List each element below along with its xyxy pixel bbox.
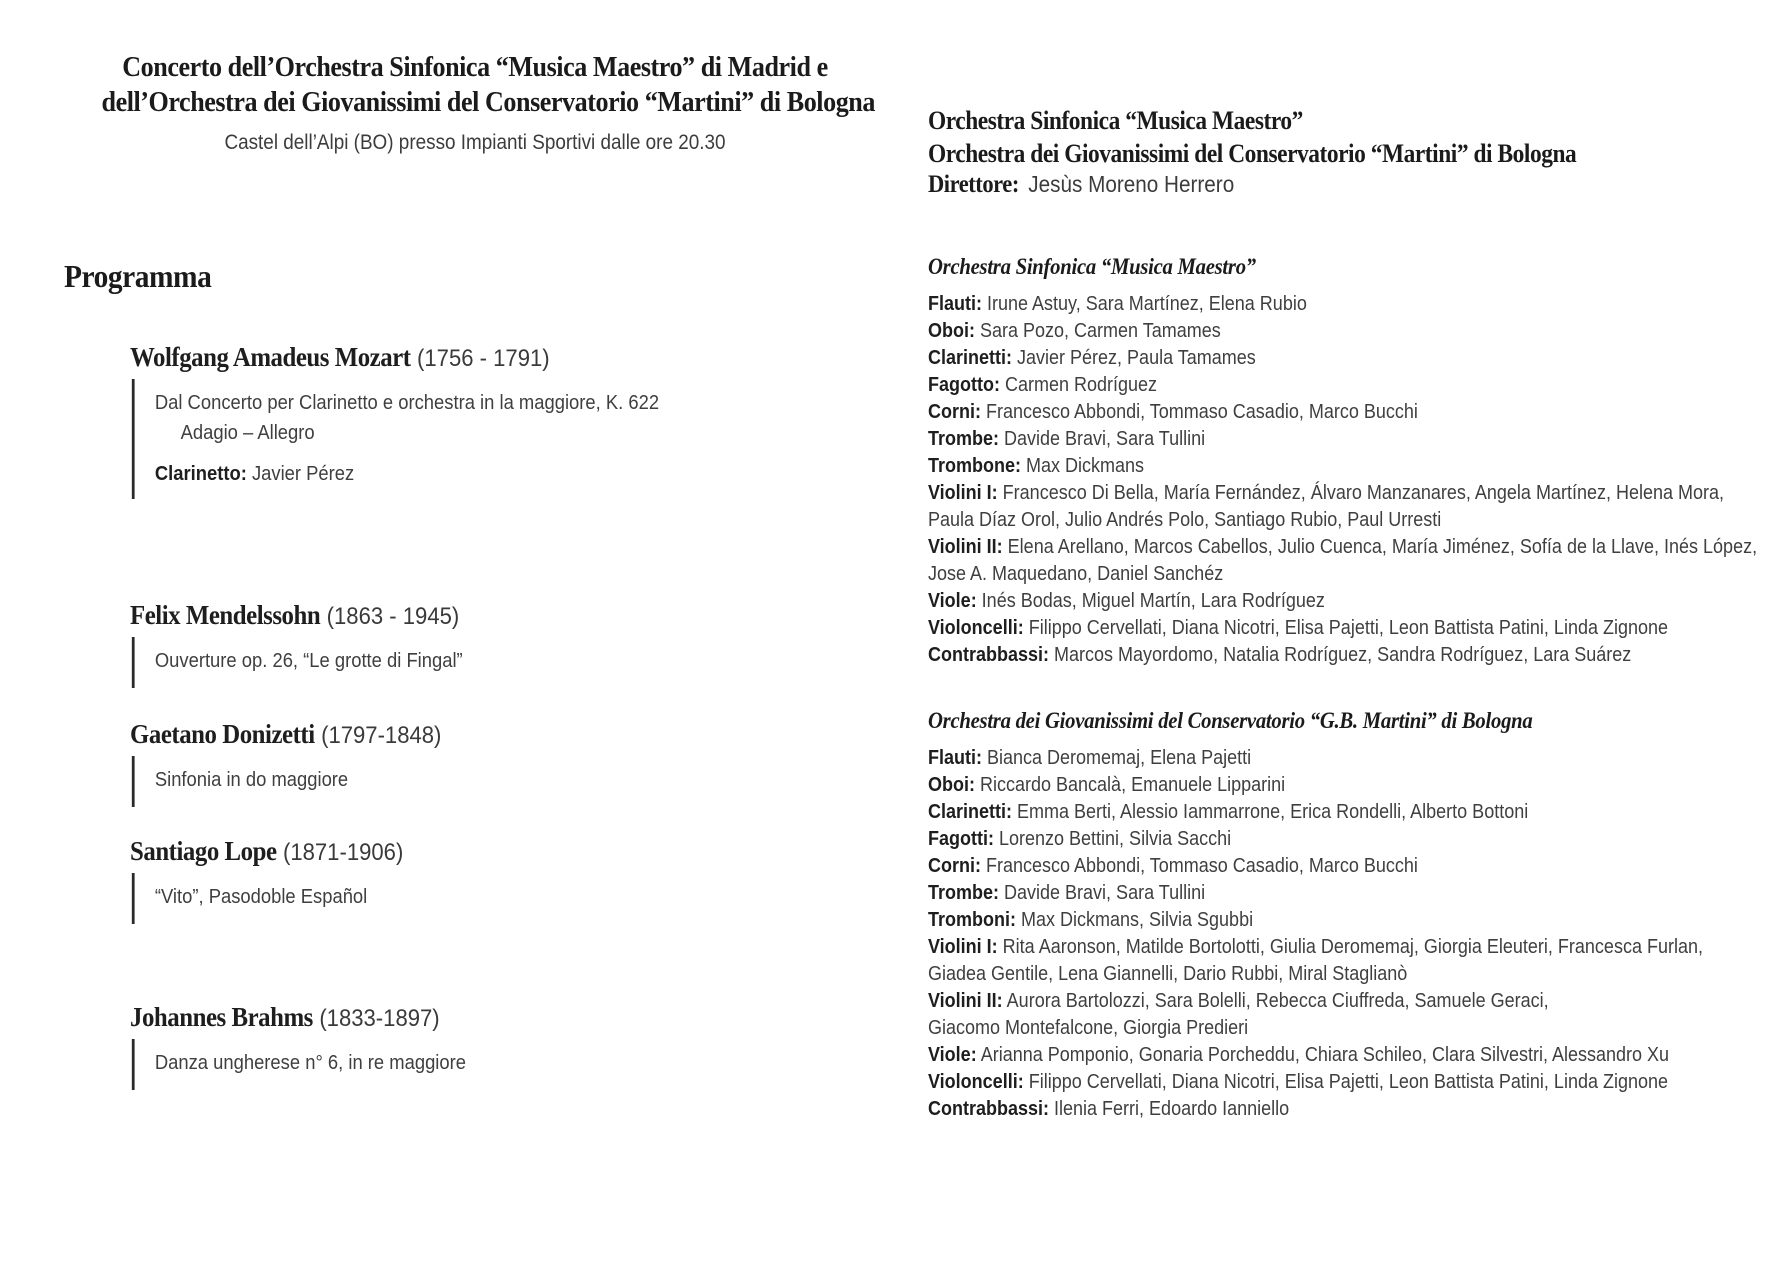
roster-row-label: Violini I:: [928, 482, 998, 504]
piece-line: Ouverture op. 26, “Le grotte di Fingal”: [154, 650, 463, 672]
roster-line: Trombone: Max Dickmans: [928, 455, 1145, 477]
roster-row: [928, 318, 1738, 345]
roster-row: [928, 534, 1758, 588]
programme-entry-body: [132, 637, 737, 688]
roster-row-label: Violini I:: [928, 936, 998, 958]
roster-line-continuation: Paula Díaz Orol, Julio Andrés Polo, Santiago Rubio, Paul Urresti: [928, 509, 1442, 531]
programme-entry: [130, 600, 737, 688]
roster-row: [928, 772, 1738, 799]
roster-line: Corni: Francesco Abbondi, Tommaso Casadio, Marco Bucchi: [928, 855, 1418, 877]
programme-entry: [130, 1002, 737, 1090]
roster-line: Violoncelli: Filippo Cervellati, Diana Nicotri, Elisa Pajetti, Leon Battista Patini, Linda Zignone: [928, 1071, 1669, 1093]
soloist-line: Clarinetto: Javier Pérez: [154, 463, 355, 485]
page-title-line2: dell’Orchestra dei Giovanissimi del Conservatorio “Martini” di Bologna: [101, 86, 875, 118]
composer-name: Johannes Brahms: [130, 1002, 313, 1032]
composer-dates: (1833-1897): [319, 1005, 440, 1032]
programme-entry-head: [130, 836, 737, 867]
roster-line: Violoncelli: Filippo Cervellati, Diana Nicotri, Elisa Pajetti, Leon Battista Patini, Linda Zignone: [928, 617, 1669, 639]
roster-row-label: Clarinetti:: [928, 347, 1013, 369]
roster-row-label: Violini II:: [928, 536, 1003, 558]
roster-row-label: Viole:: [928, 1044, 977, 1066]
roster-heading: Orchestra Sinfonica “Musica Maestro”: [928, 254, 1256, 279]
roster-line: Fagotto: Carmen Rodríguez: [928, 374, 1158, 396]
page-title: [101, 50, 875, 120]
roster-line: Violini II: Aurora Bartolozzi, Sara Bolelli, Rebecca Ciuffreda, Samuele Geraci,: [928, 990, 1549, 1012]
roster-line: Trombe: Davide Bravi, Sara Tullini: [928, 428, 1206, 450]
roster-row-label: Corni:: [928, 401, 982, 423]
composer-name: Gaetano Donizetti: [130, 719, 315, 749]
roster-line: Contrabbassi: Marcos Mayordomo, Natalia Rodríguez, Sandra Rodríguez, Lara Suárez: [928, 644, 1632, 666]
programma-heading: Programma: [64, 258, 212, 294]
title-block: [101, 50, 875, 155]
roster-line-continuation: Giacomo Montefalcone, Giorgia Predieri: [928, 1017, 1249, 1039]
composer-dates: (1756 - 1791): [417, 345, 550, 372]
roster-line: Trombe: Davide Bravi, Sara Tullini: [928, 882, 1206, 904]
roster-row: [928, 480, 1738, 534]
event-subtitle: Castel dell’Alpi (BO) presso Impianti Sportivi dalle ore 20.30: [224, 131, 726, 154]
roster-line: Tromboni: Max Dickmans, Silvia Sgubbi: [928, 909, 1254, 931]
roster-rows: [928, 291, 1758, 669]
roster-row: [928, 907, 1738, 934]
roster-line: Corni: Francesco Abbondi, Tommaso Casadio, Marco Bucchi: [928, 401, 1418, 423]
roster-line: Clarinetti: Emma Berti, Alessio Iammarrone, Erica Rondelli, Alberto Bottoni: [928, 801, 1529, 823]
soloist-label: Clarinetto:: [154, 463, 247, 485]
orchestra-name-line2: Orchestra dei Giovanissimi del Conservatorio “Martini” di Bologna: [928, 139, 1577, 168]
roster-line-continuation: Giadea Gentile, Lena Giannelli, Dario Rubbi, Miral Staglianò: [928, 963, 1408, 985]
roster: [928, 708, 1738, 1123]
roster-row: [928, 880, 1738, 907]
roster-row: [928, 615, 1738, 642]
orchestra-header: [928, 104, 1576, 199]
roster-line: Violini II: Elena Arellano, Marcos Cabellos, Julio Cuenca, María Jiménez, Sofía de la Llave, Inés López,: [928, 536, 1758, 558]
roster: [928, 254, 1758, 669]
roster-row-label: Violoncelli:: [928, 1071, 1024, 1093]
roster-line-continuation: Jose A. Maquedano, Daniel Sanchéz: [928, 563, 1224, 585]
programme-entry-head: [130, 1002, 737, 1033]
roster-row: [928, 399, 1738, 426]
roster-row-label: Viole:: [928, 590, 977, 612]
director-label: Direttore:: [928, 171, 1019, 198]
piece-line: Adagio – Allegro: [180, 422, 315, 444]
roster-line: Clarinetti: Javier Pérez, Paula Tamames: [928, 347, 1256, 369]
roster-row-label: Violoncelli:: [928, 617, 1024, 639]
orchestra-name-line1: Orchestra Sinfonica “Musica Maestro”: [928, 106, 1303, 135]
roster-row-label: Fagotto:: [928, 374, 1000, 396]
roster-row-label: Clarinetti:: [928, 801, 1013, 823]
roster-row: [928, 291, 1738, 318]
programme-entry: [130, 836, 737, 924]
programme-entry-head: [130, 719, 737, 750]
programme-entry-body: [132, 379, 737, 499]
roster-row: [928, 426, 1738, 453]
roster-line: Flauti: Bianca Deromemaj, Elena Pajetti: [928, 747, 1252, 769]
roster-row-label: Flauti:: [928, 293, 982, 315]
programme-entry-head: [130, 342, 737, 373]
programme-entry-body: [132, 1039, 737, 1090]
programme-entry-head: [130, 600, 737, 631]
roster-row: [928, 372, 1738, 399]
programme-entry: [130, 342, 737, 499]
roster-row-label: Tromboni:: [928, 909, 1016, 931]
roster-row-label: Oboi:: [928, 320, 975, 342]
director-line: [928, 171, 1576, 199]
composer-name: Wolfgang Amadeus Mozart: [130, 342, 411, 372]
page-title-line1: Concerto dell’Orchestra Sinfonica “Musica Maestro” di Madrid e: [122, 51, 828, 83]
composer-dates: (1797-1848): [321, 722, 442, 749]
programme-entry: [130, 719, 737, 807]
composer-dates: (1871-1906): [282, 839, 404, 866]
programme-entry-body: [132, 756, 737, 807]
roster-row: [928, 345, 1738, 372]
roster-row-label: Trombone:: [928, 455, 1022, 477]
roster-row-label: Fagotti:: [928, 828, 994, 850]
piece-line: “Vito”, Pasodoble Español: [154, 886, 368, 908]
roster-row-label: Contrabbassi:: [928, 1098, 1050, 1120]
roster-row: [928, 826, 1738, 853]
roster-line: Contrabbassi: Ilenia Ferri, Edoardo Ianniello: [928, 1098, 1290, 1120]
roster-line: Fagotti: Lorenzo Bettini, Silvia Sacchi: [928, 828, 1232, 850]
programme-entry-body: [132, 873, 737, 924]
roster-row: [928, 1042, 1738, 1069]
roster-line: Viole: Inés Bodas, Miguel Martín, Lara Rodríguez: [928, 590, 1325, 612]
composer-dates: (1863 - 1945): [326, 603, 460, 630]
roster-row: [928, 642, 1738, 669]
roster-row: [928, 988, 1738, 1042]
roster-row-label: Flauti:: [928, 747, 982, 769]
roster-row-label: Trombe:: [928, 882, 1000, 904]
roster-row: [928, 1069, 1738, 1096]
roster-line: Flauti: Irune Astuy, Sara Martínez, Elena Rubio: [928, 293, 1307, 315]
roster-row: [928, 1096, 1738, 1123]
roster-line: Viole: Arianna Pomponio, Gonaria Porcheddu, Chiara Schileo, Clara Silvestri, Alessandro Xu: [928, 1044, 1670, 1066]
piece-line: Dal Concerto per Clarinetto e orchestra in la maggiore, K. 622: [154, 392, 660, 414]
roster-row: [928, 853, 1738, 880]
roster-line: Violini I: Rita Aaronson, Matilde Bortolotti, Giulia Deromemaj, Giorgia Eleuteri, Francesca Furlan,: [928, 936, 1703, 958]
roster-row: [928, 934, 1738, 988]
roster-heading: Orchestra dei Giovanissimi del Conservatorio “G.B. Martini” di Bologna: [928, 708, 1533, 733]
piece-line: Danza ungherese n° 6, in re maggiore: [154, 1052, 466, 1074]
roster-rows: [928, 745, 1738, 1123]
roster-line: Oboi: Sara Pozo, Carmen Tamames: [928, 320, 1221, 342]
roster-row-label: Oboi:: [928, 774, 975, 796]
roster-row-label: Violini II:: [928, 990, 1003, 1012]
roster-row-label: Trombe:: [928, 428, 1000, 450]
director-name: Jesùs Moreno Herrero: [1028, 171, 1235, 197]
roster-line: Oboi: Riccardo Bancalà, Emanuele Lipparini: [928, 774, 1286, 796]
composer-name: Santiago Lope: [130, 836, 277, 866]
roster-row-label: Contrabbassi:: [928, 644, 1050, 666]
roster-row: [928, 453, 1738, 480]
composer-name: Felix Mendelssohn: [130, 600, 321, 630]
roster-row: [928, 588, 1738, 615]
roster-row: [928, 745, 1738, 772]
piece-line: Sinfonia in do maggiore: [154, 769, 349, 791]
roster-line: Violini I: Francesco Di Bella, María Fernández, Álvaro Manzanares, Angela Martínez, Helena Mora,: [928, 482, 1725, 504]
roster-row: [928, 799, 1738, 826]
roster-row-label: Corni:: [928, 855, 982, 877]
